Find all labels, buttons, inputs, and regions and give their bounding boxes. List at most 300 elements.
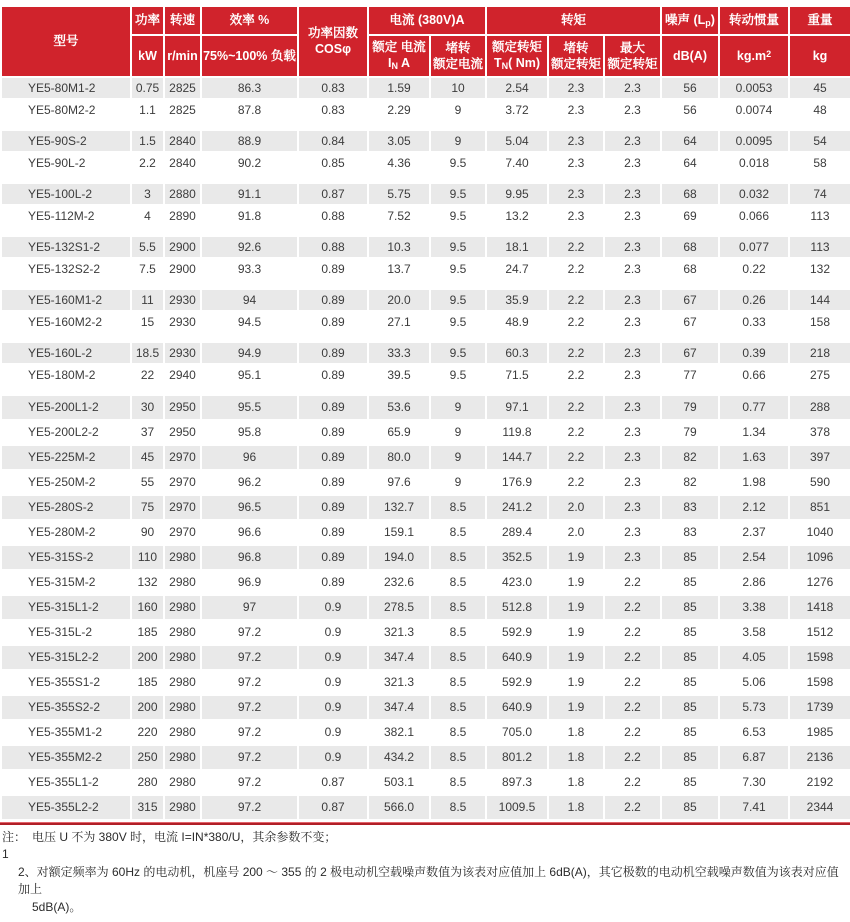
- cell-locked-rotor-current: 8.5: [430, 695, 486, 720]
- cell-locked-rotor-torque: 2.2: [548, 364, 604, 386]
- table-row: [1, 520, 850, 545]
- cell-rated-torque: 48.9: [486, 311, 548, 333]
- table-row: [1, 99, 850, 121]
- cell-model: YE5-160L-2: [1, 342, 131, 364]
- cell-weight: 1276: [789, 570, 850, 595]
- cell-locked-rotor-current: 9.5: [430, 152, 486, 174]
- cell-weight: 158: [789, 311, 850, 333]
- cell-rated-current: 1.59: [368, 77, 430, 99]
- table-row: [1, 395, 850, 420]
- cell-cos-phi: 0.83: [298, 77, 368, 99]
- cell-power-kw: 45: [131, 445, 164, 470]
- col-header-model: [1, 6, 131, 77]
- cell-weight: 58: [789, 152, 850, 174]
- rated-torque-unit: ( Nm): [508, 56, 541, 71]
- cell-model: YE5-355S1-2: [1, 670, 131, 695]
- cell-speed-rpm: 2950: [164, 420, 201, 445]
- table-row: [1, 720, 850, 745]
- row-group-spacer: [1, 174, 850, 183]
- col-subheader-rated-current: [368, 35, 430, 77]
- cell-rated-current: 347.4: [368, 695, 430, 720]
- col-subheader-efficiency-load: [201, 35, 298, 77]
- table-row: [1, 595, 850, 620]
- col-subheader-max-torque: [604, 35, 661, 77]
- cell-efficiency: 93.3: [201, 258, 298, 280]
- cell-weight: 397: [789, 445, 850, 470]
- cell-noise-db: 85: [661, 545, 719, 570]
- cell-speed-rpm: 2980: [164, 595, 201, 620]
- cell-rated-current: 65.9: [368, 420, 430, 445]
- cell-locked-rotor-torque: 1.9: [548, 670, 604, 695]
- cell-weight: 2136: [789, 745, 850, 770]
- cell-cos-phi: 0.88: [298, 205, 368, 227]
- cell-max-torque: 2.3: [604, 311, 661, 333]
- cell-max-torque: 2.3: [604, 545, 661, 570]
- cell-speed-rpm: 2930: [164, 311, 201, 333]
- cell-noise-db: 68: [661, 258, 719, 280]
- torque-group-label: 转矩: [560, 13, 586, 28]
- cell-weight: 113: [789, 205, 850, 227]
- cell-locked-rotor-torque: 2.2: [548, 236, 604, 258]
- cell-cos-phi: 0.85: [298, 152, 368, 174]
- cell-efficiency: 97.2: [201, 645, 298, 670]
- cell-locked-rotor-current: 9: [430, 420, 486, 445]
- cell-inertia: 0.39: [719, 342, 789, 364]
- inertia-unit-sup: 2: [766, 48, 772, 59]
- cell-model: YE5-280S-2: [1, 495, 131, 520]
- cell-inertia: 1.98: [719, 470, 789, 495]
- cell-rated-current: 132.7: [368, 495, 430, 520]
- cell-speed-rpm: 2980: [164, 745, 201, 770]
- cell-power-kw: 0.75: [131, 77, 164, 99]
- cell-max-torque: 2.2: [604, 720, 661, 745]
- cell-model: YE5-200L2-2: [1, 420, 131, 445]
- cell-locked-rotor-current: 9: [430, 470, 486, 495]
- col-subheader-rated-torque: [486, 35, 548, 77]
- cell-locked-rotor-torque: 1.8: [548, 795, 604, 820]
- cell-model: YE5-112M-2: [1, 205, 131, 227]
- cell-noise-db: 69: [661, 205, 719, 227]
- cell-locked-rotor-torque: 2.3: [548, 99, 604, 121]
- cell-efficiency: 97.2: [201, 670, 298, 695]
- cell-speed-rpm: 2950: [164, 395, 201, 420]
- cell-cos-phi: 0.89: [298, 495, 368, 520]
- cell-model: YE5-315S-2: [1, 545, 131, 570]
- cell-power-kw: 160: [131, 595, 164, 620]
- col-header-noise: [661, 6, 719, 35]
- cell-locked-rotor-current: 9: [430, 445, 486, 470]
- cell-efficiency: 96.5: [201, 495, 298, 520]
- cell-rated-current: 3.05: [368, 130, 430, 152]
- cell-locked-rotor-torque: 2.0: [548, 520, 604, 545]
- cell-noise-db: 85: [661, 695, 719, 720]
- noise-unit-label: dB(A): [672, 48, 707, 63]
- cell-weight: 144: [789, 289, 850, 311]
- cell-cos-phi: 0.84: [298, 130, 368, 152]
- cell-inertia: 0.0074: [719, 99, 789, 121]
- cell-model: YE5-355S2-2: [1, 695, 131, 720]
- cell-power-kw: 30: [131, 395, 164, 420]
- cell-locked-rotor-current: 9.5: [430, 311, 486, 333]
- motor-spec-table: [0, 5, 850, 821]
- cell-rated-current: 80.0: [368, 445, 430, 470]
- cell-noise-db: 85: [661, 670, 719, 695]
- cell-weight: 74: [789, 183, 850, 205]
- cell-efficiency: 95.8: [201, 420, 298, 445]
- footnote-2-continued: 5dB(A)。: [32, 899, 82, 914]
- rated-current-symbol-sub: N: [391, 61, 398, 72]
- table-row: [1, 258, 850, 280]
- cell-locked-rotor-torque: 1.9: [548, 545, 604, 570]
- cell-power-kw: 55: [131, 470, 164, 495]
- footnotes: [0, 825, 850, 922]
- max-torque-line1: 最大: [619, 40, 645, 55]
- cell-model: YE5-80M1-2: [1, 77, 131, 99]
- cell-max-torque: 2.3: [604, 395, 661, 420]
- cell-noise-db: 85: [661, 770, 719, 795]
- cell-cos-phi: 0.9: [298, 645, 368, 670]
- cell-inertia: 0.77: [719, 395, 789, 420]
- cell-max-torque: 2.3: [604, 183, 661, 205]
- cell-power-kw: 7.5: [131, 258, 164, 280]
- cell-max-torque: 2.3: [604, 205, 661, 227]
- cell-speed-rpm: 2880: [164, 183, 201, 205]
- cell-rated-torque: 352.5: [486, 545, 548, 570]
- cell-max-torque: 2.2: [604, 745, 661, 770]
- col-header-weight: [789, 6, 850, 35]
- cell-cos-phi: 0.89: [298, 570, 368, 595]
- row-group-spacer: [1, 386, 850, 395]
- cell-noise-db: 56: [661, 77, 719, 99]
- cell-rated-torque: 289.4: [486, 520, 548, 545]
- cell-rated-torque: 423.0: [486, 570, 548, 595]
- cell-rated-current: 159.1: [368, 520, 430, 545]
- cell-locked-rotor-current: 9.5: [430, 258, 486, 280]
- cell-rated-current: 278.5: [368, 595, 430, 620]
- footnote-1-label: 注：1: [2, 829, 27, 862]
- rated-current-symbol: I: [387, 56, 392, 71]
- cell-speed-rpm: 2980: [164, 620, 201, 645]
- cell-rated-torque: 592.9: [486, 670, 548, 695]
- cell-locked-rotor-current: 8.5: [430, 520, 486, 545]
- cell-weight: 45: [789, 77, 850, 99]
- cell-inertia: 7.30: [719, 770, 789, 795]
- footnote-2: 2、对额定频率为 60Hz 的电动机，机座号 200 ～ 355 的 2 极电动机空载噪声数值为该表对应值加上 6dB(A)，其它极数的电动机空载噪声数值为该表对应值加上: [18, 864, 839, 897]
- cell-rated-current: 10.3: [368, 236, 430, 258]
- col-subheader-noise-unit: [661, 35, 719, 77]
- table-row: [1, 570, 850, 595]
- col-subheader-locked-rotor-current: [430, 35, 486, 77]
- cell-inertia: 0.33: [719, 311, 789, 333]
- col-header-power: [131, 6, 164, 35]
- cell-inertia: 0.22: [719, 258, 789, 280]
- cell-power-kw: 5.5: [131, 236, 164, 258]
- table-row: [1, 364, 850, 386]
- weight-unit-label: kg: [812, 48, 828, 63]
- cell-efficiency: 94.9: [201, 342, 298, 364]
- cell-locked-rotor-current: 8.5: [430, 670, 486, 695]
- speed-unit-label: r/min: [167, 48, 198, 63]
- col-header-efficiency: [201, 6, 298, 35]
- cell-model: YE5-225M-2: [1, 445, 131, 470]
- cell-max-torque: 2.2: [604, 570, 661, 595]
- cell-cos-phi: 0.89: [298, 311, 368, 333]
- cell-locked-rotor-torque: 2.3: [548, 205, 604, 227]
- max-torque-line2: 额定转矩: [607, 56, 658, 71]
- cell-efficiency: 97.2: [201, 720, 298, 745]
- cell-efficiency: 97.2: [201, 795, 298, 820]
- cell-weight: 1598: [789, 645, 850, 670]
- cell-power-kw: 200: [131, 695, 164, 720]
- cell-locked-rotor-torque: 1.8: [548, 720, 604, 745]
- cell-cos-phi: 0.9: [298, 695, 368, 720]
- cell-locked-rotor-torque: 2.2: [548, 311, 604, 333]
- table-row: [1, 795, 850, 820]
- cell-inertia: 2.54: [719, 545, 789, 570]
- cell-rated-torque: 97.1: [486, 395, 548, 420]
- cell-locked-rotor-torque: 1.9: [548, 695, 604, 720]
- row-group-spacer: [1, 333, 850, 342]
- cell-model: YE5-80M2-2: [1, 99, 131, 121]
- cell-weight: 1598: [789, 670, 850, 695]
- cell-speed-rpm: 2840: [164, 152, 201, 174]
- locked-torque-line1: 堵转: [563, 40, 589, 55]
- cell-speed-rpm: 2970: [164, 520, 201, 545]
- inertia-label: 转动惯量: [728, 13, 779, 28]
- cell-cos-phi: 0.83: [298, 99, 368, 121]
- cell-power-kw: 110: [131, 545, 164, 570]
- cell-inertia: 0.032: [719, 183, 789, 205]
- cell-locked-rotor-current: 8.5: [430, 570, 486, 595]
- cell-weight: 132: [789, 258, 850, 280]
- footnote-1-text: 电压 U 不为 380V 时，电流 I=IN*380/U，其余参数不变；: [32, 829, 337, 844]
- cell-power-kw: 90: [131, 520, 164, 545]
- cell-locked-rotor-torque: 2.2: [548, 289, 604, 311]
- cell-max-torque: 2.2: [604, 670, 661, 695]
- cell-max-torque: 2.2: [604, 695, 661, 720]
- cell-power-kw: 1.1: [131, 99, 164, 121]
- cell-weight: 275: [789, 364, 850, 386]
- cell-inertia: 0.077: [719, 236, 789, 258]
- cell-rated-current: 5.75: [368, 183, 430, 205]
- cell-locked-rotor-current: 9.5: [430, 236, 486, 258]
- cell-efficiency: 97.2: [201, 695, 298, 720]
- cell-locked-rotor-current: 9.5: [430, 342, 486, 364]
- footnote-1: [2, 829, 844, 864]
- cell-rated-torque: 3.72: [486, 99, 548, 121]
- table-row: [1, 670, 850, 695]
- cell-efficiency: 90.2: [201, 152, 298, 174]
- cell-rated-current: 503.1: [368, 770, 430, 795]
- cell-rated-current: 39.5: [368, 364, 430, 386]
- table-row: [1, 495, 850, 520]
- col-group-torque: [486, 6, 661, 35]
- cell-inertia: 0.018: [719, 152, 789, 174]
- cell-speed-rpm: 2980: [164, 645, 201, 670]
- cell-weight: 218: [789, 342, 850, 364]
- cell-rated-current: 232.6: [368, 570, 430, 595]
- cell-max-torque: 2.3: [604, 99, 661, 121]
- cell-locked-rotor-current: 9.5: [430, 289, 486, 311]
- table-row: [1, 342, 850, 364]
- cell-noise-db: 67: [661, 311, 719, 333]
- cell-power-kw: 11: [131, 289, 164, 311]
- cell-locked-rotor-current: 9.5: [430, 364, 486, 386]
- cell-inertia: 0.66: [719, 364, 789, 386]
- cell-model: YE5-355M2-2: [1, 745, 131, 770]
- cell-locked-rotor-torque: 1.9: [548, 620, 604, 645]
- cell-model: YE5-132S1-2: [1, 236, 131, 258]
- cell-noise-db: 56: [661, 99, 719, 121]
- table-row: [1, 645, 850, 670]
- current-group-label: 电流 (380V)A: [389, 13, 465, 28]
- cell-locked-rotor-torque: 2.2: [548, 420, 604, 445]
- row-group-spacer: [1, 121, 850, 130]
- cell-rated-current: 13.7: [368, 258, 430, 280]
- cell-inertia: 6.53: [719, 720, 789, 745]
- spacer-cell: [1, 174, 850, 183]
- cell-rated-current: 382.1: [368, 720, 430, 745]
- cell-inertia: 2.12: [719, 495, 789, 520]
- cell-locked-rotor-torque: 2.3: [548, 152, 604, 174]
- cell-locked-rotor-torque: 2.0: [548, 495, 604, 520]
- cell-noise-db: 64: [661, 152, 719, 174]
- cell-cos-phi: 0.87: [298, 183, 368, 205]
- cell-noise-db: 68: [661, 183, 719, 205]
- cell-locked-rotor-current: 9: [430, 395, 486, 420]
- spacer-cell: [1, 121, 850, 130]
- cell-weight: 378: [789, 420, 850, 445]
- cell-noise-db: 82: [661, 470, 719, 495]
- cell-power-kw: 15: [131, 311, 164, 333]
- cell-locked-rotor-torque: 1.9: [548, 645, 604, 670]
- cell-weight: 590: [789, 470, 850, 495]
- cell-weight: 54: [789, 130, 850, 152]
- cell-inertia: 7.41: [719, 795, 789, 820]
- cell-max-torque: 2.3: [604, 152, 661, 174]
- cell-power-kw: 3: [131, 183, 164, 205]
- cell-noise-db: 85: [661, 720, 719, 745]
- efficiency-load-label: 75%~100% 负载: [203, 48, 296, 63]
- cell-weight: 2344: [789, 795, 850, 820]
- cell-locked-rotor-torque: 2.3: [548, 183, 604, 205]
- cell-speed-rpm: 2980: [164, 545, 201, 570]
- cell-efficiency: 94.5: [201, 311, 298, 333]
- cell-model: YE5-90L-2: [1, 152, 131, 174]
- cell-rated-torque: 592.9: [486, 620, 548, 645]
- cell-model: YE5-180M-2: [1, 364, 131, 386]
- cell-locked-rotor-torque: 2.2: [548, 470, 604, 495]
- cell-cos-phi: 0.88: [298, 236, 368, 258]
- cell-model: YE5-315L1-2: [1, 595, 131, 620]
- cell-locked-rotor-current: 10: [430, 77, 486, 99]
- cell-efficiency: 86.3: [201, 77, 298, 99]
- cell-locked-rotor-current: 9.5: [430, 205, 486, 227]
- cell-locked-rotor-torque: 2.2: [548, 445, 604, 470]
- col-header-speed-label: 转速: [169, 13, 195, 28]
- cell-locked-rotor-torque: 1.8: [548, 770, 604, 795]
- cell-efficiency: 87.8: [201, 99, 298, 121]
- cell-cos-phi: 0.89: [298, 445, 368, 470]
- cell-model: YE5-355M1-2: [1, 720, 131, 745]
- cell-speed-rpm: 2825: [164, 77, 201, 99]
- cell-noise-db: 83: [661, 495, 719, 520]
- noise-label-post: ): [710, 12, 715, 27]
- table-row: [1, 420, 850, 445]
- cell-speed-rpm: 2900: [164, 236, 201, 258]
- cell-power-kw: 75: [131, 495, 164, 520]
- cell-weight: 1418: [789, 595, 850, 620]
- cell-inertia: 0.0053: [719, 77, 789, 99]
- cell-cos-phi: 0.89: [298, 520, 368, 545]
- cell-max-torque: 2.3: [604, 520, 661, 545]
- cell-cos-phi: 0.87: [298, 795, 368, 820]
- cell-noise-db: 83: [661, 520, 719, 545]
- cell-inertia: 0.066: [719, 205, 789, 227]
- power-factor-line2: COSφ: [314, 42, 352, 57]
- spacer-cell: [1, 280, 850, 289]
- cell-max-torque: 2.3: [604, 258, 661, 280]
- table-row: [1, 130, 850, 152]
- cell-max-torque: 2.3: [604, 495, 661, 520]
- cell-rated-torque: 13.2: [486, 205, 548, 227]
- cell-weight: 1985: [789, 720, 850, 745]
- cell-power-kw: 1.5: [131, 130, 164, 152]
- cell-max-torque: 2.3: [604, 364, 661, 386]
- col-header-power-factor: [298, 6, 368, 77]
- cell-efficiency: 96.2: [201, 470, 298, 495]
- cell-efficiency: 97.2: [201, 745, 298, 770]
- col-header-model-label: 型号: [53, 34, 79, 49]
- cell-cos-phi: 0.9: [298, 720, 368, 745]
- cell-rated-torque: 705.0: [486, 720, 548, 745]
- cell-power-kw: 185: [131, 670, 164, 695]
- cell-cos-phi: 0.89: [298, 289, 368, 311]
- cell-speed-rpm: 2970: [164, 445, 201, 470]
- rated-torque-symbol: T: [493, 56, 502, 71]
- cell-speed-rpm: 2980: [164, 670, 201, 695]
- col-header-speed: [164, 6, 201, 35]
- cell-speed-rpm: 2970: [164, 470, 201, 495]
- table-row: [1, 183, 850, 205]
- cell-rated-torque: 176.9: [486, 470, 548, 495]
- cell-inertia: 0.26: [719, 289, 789, 311]
- cell-model: YE5-90S-2: [1, 130, 131, 152]
- cell-inertia: 6.87: [719, 745, 789, 770]
- locked-current-line2: 额定电流: [432, 56, 483, 71]
- cell-model: YE5-315M-2: [1, 570, 131, 595]
- cell-max-torque: 2.2: [604, 620, 661, 645]
- rated-torque-symbol-sub: N: [501, 61, 509, 72]
- cell-power-kw: 315: [131, 795, 164, 820]
- cell-weight: 1040: [789, 520, 850, 545]
- cell-efficiency: 91.8: [201, 205, 298, 227]
- cell-rated-current: 20.0: [368, 289, 430, 311]
- cell-rated-torque: 241.2: [486, 495, 548, 520]
- cell-max-torque: 2.2: [604, 595, 661, 620]
- table-row: [1, 77, 850, 99]
- col-subheader-weight-unit: [789, 35, 850, 77]
- cell-speed-rpm: 2980: [164, 570, 201, 595]
- cell-efficiency: 97.2: [201, 770, 298, 795]
- cell-rated-current: 434.2: [368, 745, 430, 770]
- cell-rated-torque: 5.04: [486, 130, 548, 152]
- cell-speed-rpm: 2930: [164, 289, 201, 311]
- cell-rated-torque: 71.5: [486, 364, 548, 386]
- cell-cos-phi: 0.89: [298, 342, 368, 364]
- cell-cos-phi: 0.89: [298, 420, 368, 445]
- col-subheader-inertia-unit: [719, 35, 789, 77]
